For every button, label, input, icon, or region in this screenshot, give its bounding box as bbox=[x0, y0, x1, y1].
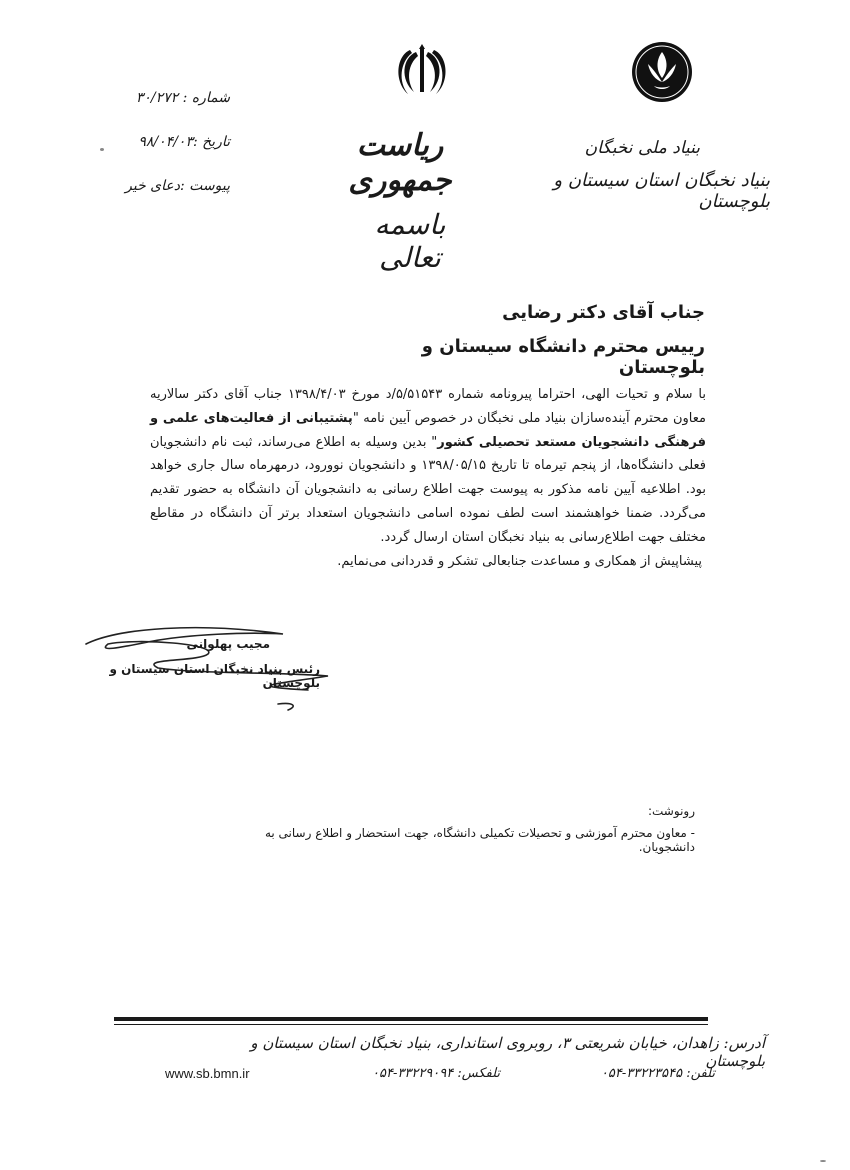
footer-fax: تلفکس: ۳۳۲۲۹۰۹۴-۰۵۴ bbox=[372, 1066, 500, 1081]
bismillah-heading: باسمه تعالی bbox=[374, 208, 446, 274]
scan-speck bbox=[100, 148, 104, 151]
body-closing: پیشاپیش از همکاری و مساعدت جنابعالی تشکر و قدردانی می‌نمایم. bbox=[337, 553, 702, 569]
signer-name: مجیب پهلوانی bbox=[186, 637, 270, 651]
cc-item: - معاون محترم آموزشی و تحصیلات تکمیلی دانشگاه، جهت استحضار و اطلاع رسانی به دانشجویان. bbox=[264, 826, 695, 854]
letter-number: شماره : ۳۰/۲۷۲ bbox=[135, 90, 230, 106]
letter-date: تاریخ :۹۸/۰۴/۰۳ bbox=[138, 134, 230, 150]
footer-divider-thin bbox=[114, 1024, 708, 1025]
letter-attachment: پیوست :دعای خیر bbox=[125, 178, 230, 194]
letter-body bbox=[150, 383, 706, 573]
scan-speck bbox=[820, 1160, 826, 1162]
body-text-part2: " بدین وسیله به اطلاع می‌رساند، ثبت نام دانشجویان فعلی دانشگاه‌ها، از پنجم تیرماه تا تاریخ ۱۳۹۸/۰۵/۱۵ و دانشجویان نوورود، درمهرماه سال جاری خواهد بود. اطلاعیه آیین نامه مذکور به پیوست جهت اطلاع رسانی به دانشجویان آن دانشگاه به حضور تقدیم می‌گردد. ضمنا خواهشمند است لطف نموده اسامی دانشجویان استعداد برتر آن دانشگاه در مقاطع مختلف جهت اطلاع‌رسانی به بنیاد نخبگان استان ارسال گردد. bbox=[150, 434, 706, 545]
org-name-provincial: بنیاد نخبگان استان سیستان و بلوچستان bbox=[553, 170, 770, 212]
footer-phone: تلفن: ۳۳۲۲۳۵۴۵-۰۵۴ bbox=[600, 1066, 715, 1081]
addressee-title: رییس محترم دانشگاه سیستان و بلوچستان bbox=[421, 336, 705, 378]
footer-address: آدرس: زاهدان، خیابان شریعتی ۳، روبروی استانداری، بنیاد نخبگان استان سیستان و بلوچستان bbox=[250, 1034, 765, 1070]
org-name-national: بنیاد ملی نخبگان bbox=[584, 138, 700, 158]
presidency-heading: ریاست جمهوری bbox=[348, 128, 452, 198]
footer-website: www.sb.bmn.ir bbox=[165, 1066, 250, 1081]
iran-emblem-icon bbox=[392, 38, 452, 98]
body-text-part1: با سلام و تحیات الهی، احتراما پیرونامه شماره ۵/۵۱۵۴۳/د مورخ ۱۳۹۸/۴/۰۳ جناب آقای دکتر سالاریه معاون محترم آینده‌سازان بنیاد ملی نخبگان در خصوص آیین نامه " bbox=[150, 387, 706, 426]
addressee-name: جناب آقای دکتر رضایی bbox=[502, 302, 705, 323]
body-paragraph bbox=[150, 383, 706, 550]
elites-foundation-logo-icon bbox=[630, 40, 694, 104]
signer-title: رئیس بنیاد نخبگان استان سیستان و بلوچستان bbox=[109, 662, 320, 690]
body-bold-title: پشتیبانی از فعالیت‌های علمی و فرهنگی دانشجویان مستعد تحصیلی کشور bbox=[150, 410, 706, 450]
cc-label: رونوشت: bbox=[647, 804, 695, 818]
footer-divider bbox=[114, 1017, 708, 1021]
